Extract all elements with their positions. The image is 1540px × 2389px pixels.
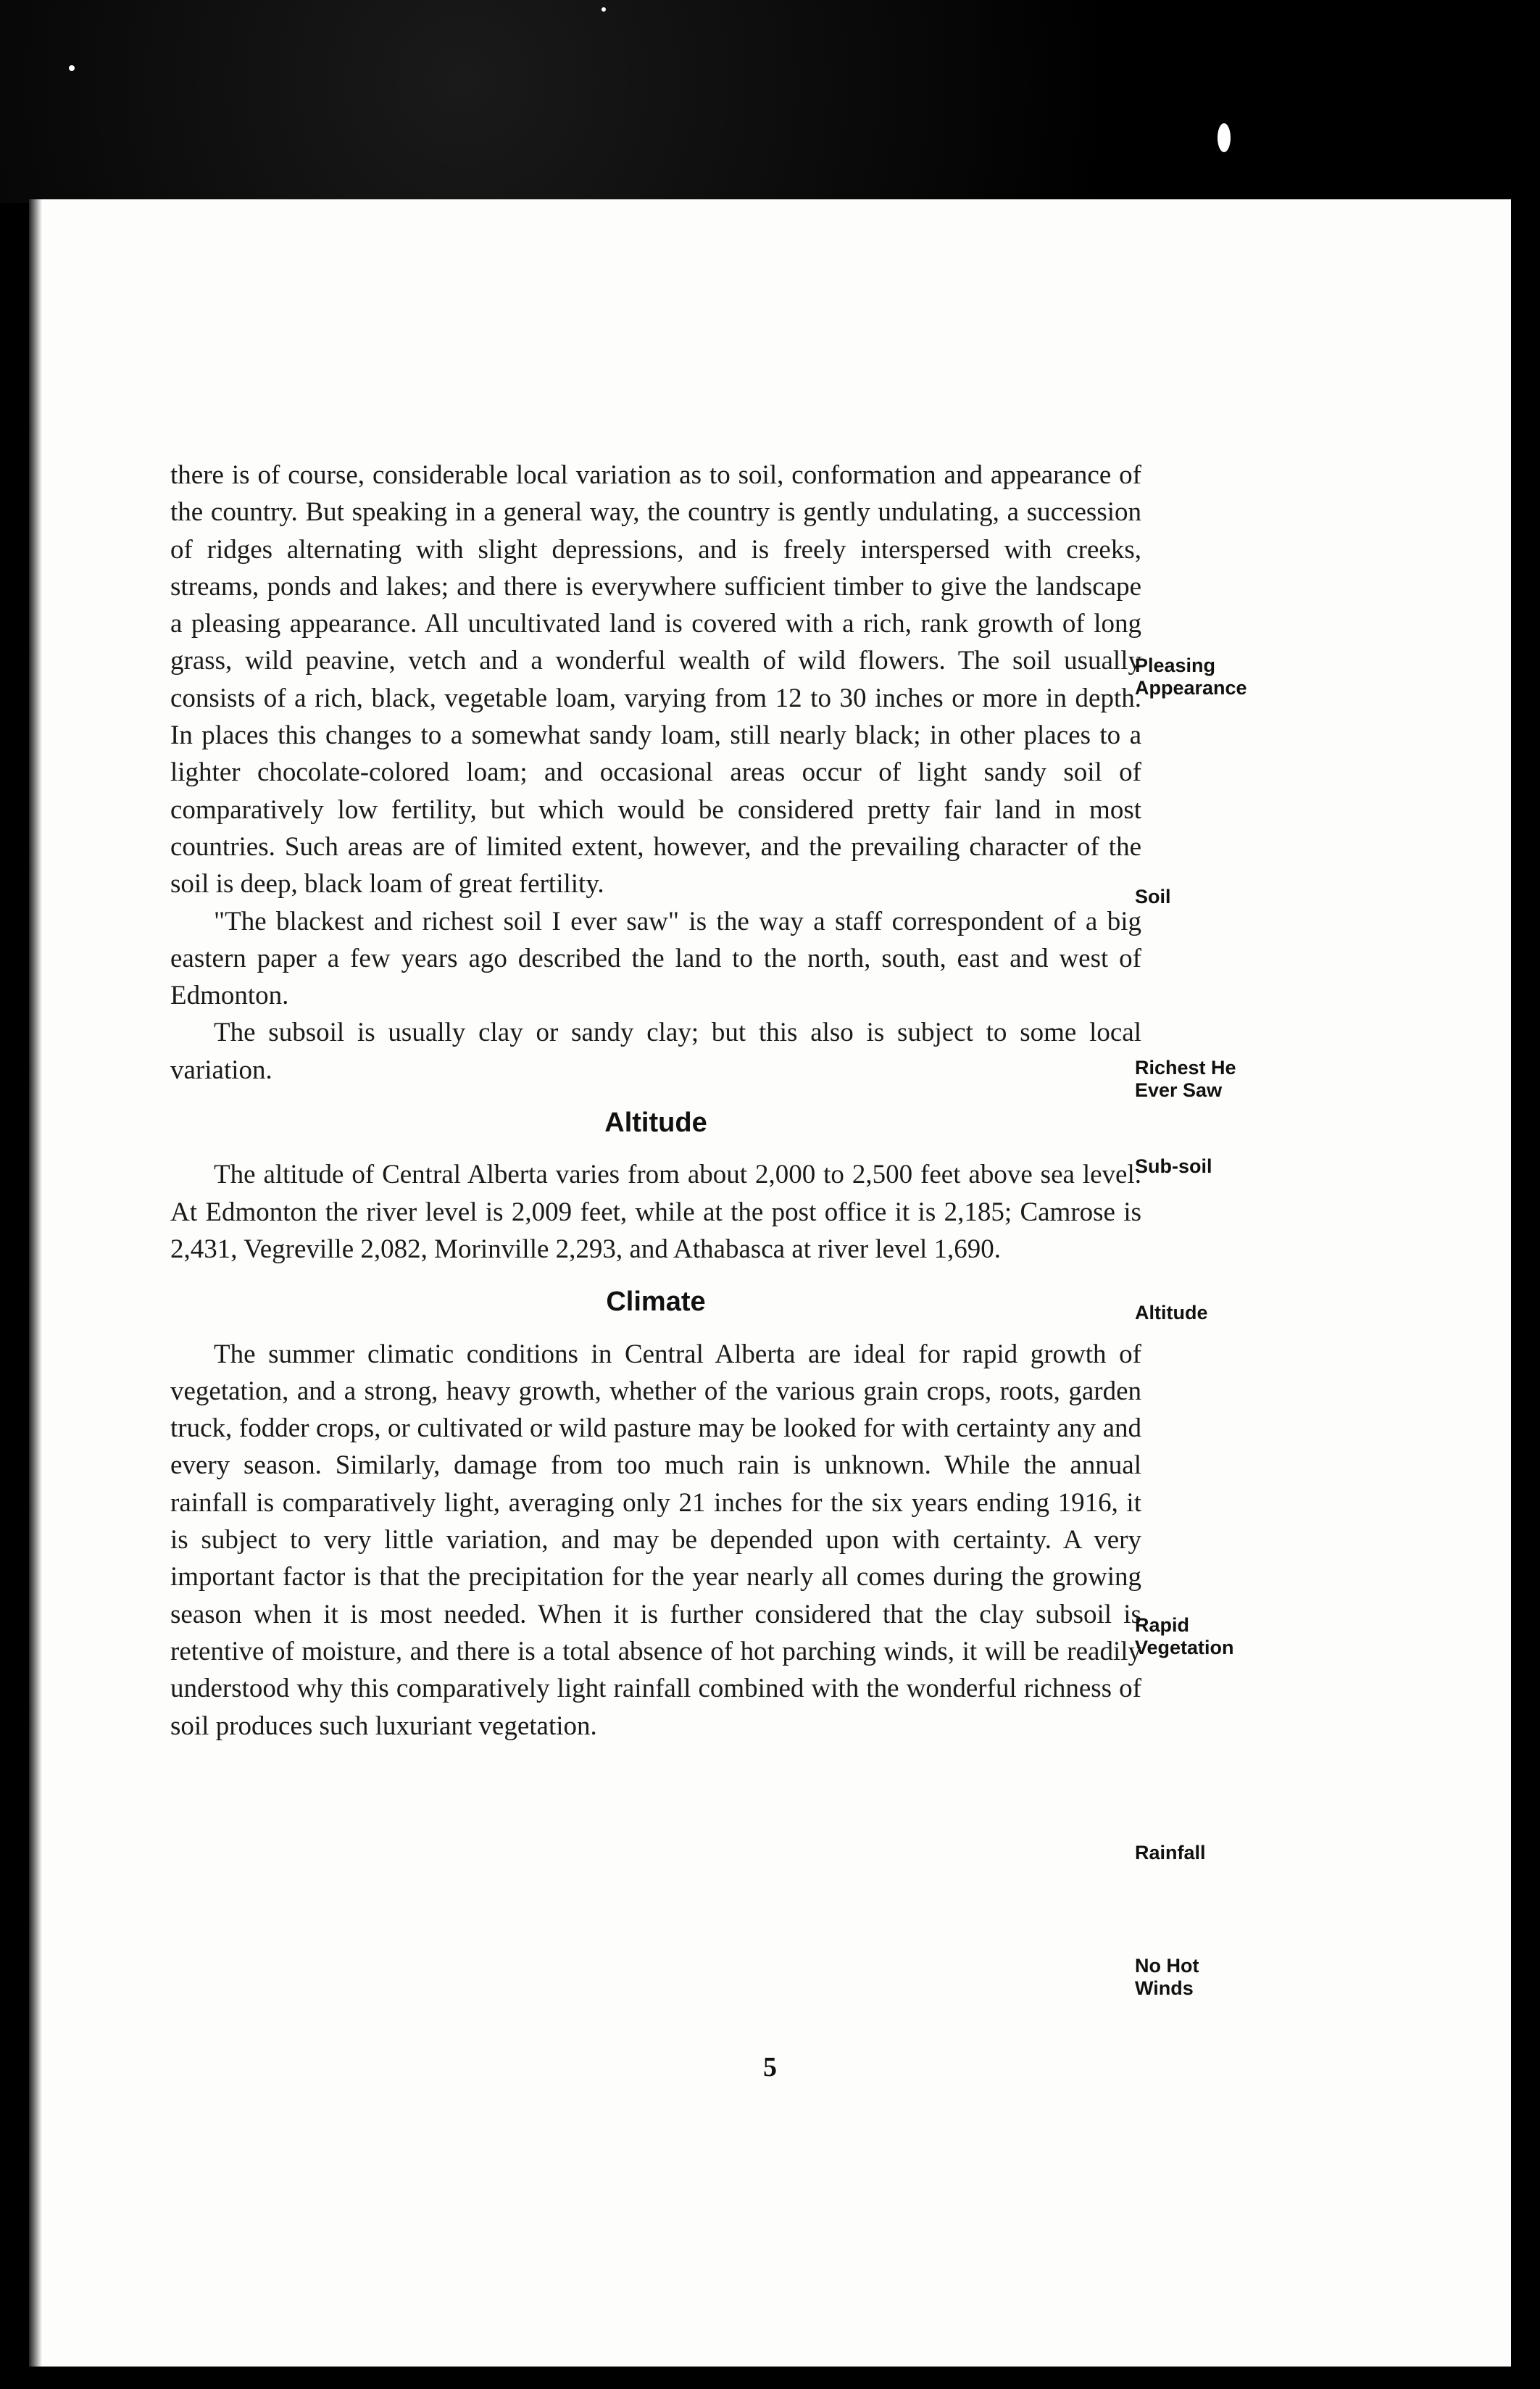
scanner-background <box>0 0 1540 203</box>
margin-note-line: Altitude <box>1135 1302 1208 1324</box>
paragraph-altitude: The altitude of Central Alberta varies from about 2,000 to 2,500 feet above sea level. At Edmonton the river level is 2,009 feet, while at the post office it is 2,185; Camrose is 2,431, Vegreville 2,082, Morinville 2,293, and Athabasca at river level 1,690. <box>170 1160 1141 1264</box>
margin-note-line: Richest He <box>1135 1057 1236 1079</box>
paragraph-climate: The summer climatic conditions in Central Alberta are ideal for rapid growth of vegetation, and a strong, heavy growth, whether of the various grain crops, roots, garden truck, fodder crops, or cultivated or wild pasture may be looked for with certainty any and every season. Similarly, damage from too much rain is unknown. While the annual rainfall is comparatively light, averaging only 21 inches for the six years ending 1916, it is subject to very little variation, and may be depended upon with certainty. A very important factor is that the precipitation for the year nearly all comes during the growing season when it is most needed. When it is further considered that the clay subsoil is retentive of moisture, and there is a total absence of hot parching winds, it will be readily understood why this comparatively light rainfall combined with the wonderful richness of soil produces such luxuriant vegetation. <box>170 1339 1141 1741</box>
margin-note-line: Winds <box>1135 1977 1194 1999</box>
body-text-column <box>170 457 1141 1745</box>
margin-note-altitude <box>1135 1302 1208 1324</box>
margin-note-richest <box>1135 1057 1236 1102</box>
scan-dust-speck <box>1218 123 1231 152</box>
margin-note-line: Rapid <box>1135 1614 1190 1636</box>
margin-note-subsoil <box>1135 1155 1212 1178</box>
margin-note-line: Soil <box>1135 886 1171 907</box>
margin-note-line: Sub-soil <box>1135 1155 1212 1177</box>
page-number: 5 <box>763 2052 777 2082</box>
scan-dust-speck <box>602 7 606 12</box>
page-gutter-shadow <box>29 199 42 2367</box>
margin-note-line: Appearance <box>1135 677 1247 699</box>
margin-note-soil <box>1135 886 1171 908</box>
paragraph-subsoil: The subsoil is usually clay or sandy clay; but this also is subject to some local variation. <box>170 1018 1141 1085</box>
scan-dust-speck <box>69 65 75 71</box>
margin-note-line: Ever Saw <box>1135 1079 1223 1101</box>
margin-note-rainfall <box>1135 1842 1206 1864</box>
margin-note-line: Pleasing <box>1135 655 1216 676</box>
margin-note-line: No Hot <box>1135 1955 1199 1977</box>
margin-note-line: Vegetation <box>1135 1637 1234 1658</box>
margin-note-line: Rainfall <box>1135 1842 1206 1864</box>
paragraph-soil-description: there is of course, considerable local variation as to soil, conformation and appearance of the country. But speaking in a general way, the country is gently undulating, a succession of ridges alternating with slight depressions, and is freely interspersed with creeks, streams, ponds and lakes; and there is everywhere sufficient timber to give the landscape a pleasing appearance. All uncultivated land is covered with a rich, rank growth of long grass, wild peavine, vetch and a wonderful wealth of wild flowers. The soil usually consists of a rich, black, vegetable loam, varying from 12 to 30 inches or more in depth. In places this changes to a somewhat sandy loam, still nearly black; in other places to a lighter chocolate-colored loam; and occasional areas occur of light sandy soil of comparatively low fertility, but which would be considered pretty fair land in most countries. Such areas are of limited extent, however, and the prevailing character of the soil is deep, black loam of great fertility. <box>170 460 1141 899</box>
margin-note-no-hot-winds <box>1135 1955 1199 2000</box>
paragraph-blackest-soil-quote: "The blackest and richest soil I ever saw" is the way a staff correspondent of a big eastern paper a few years ago described the land to the north, south, east and west of Edmonton. <box>170 906 1141 1011</box>
margin-note-rapid-vegetation <box>1135 1614 1234 1659</box>
heading-altitude: Altitude <box>604 1108 707 1139</box>
margin-note-pleasing-appearance <box>1135 655 1247 699</box>
heading-climate: Climate <box>606 1287 706 1318</box>
